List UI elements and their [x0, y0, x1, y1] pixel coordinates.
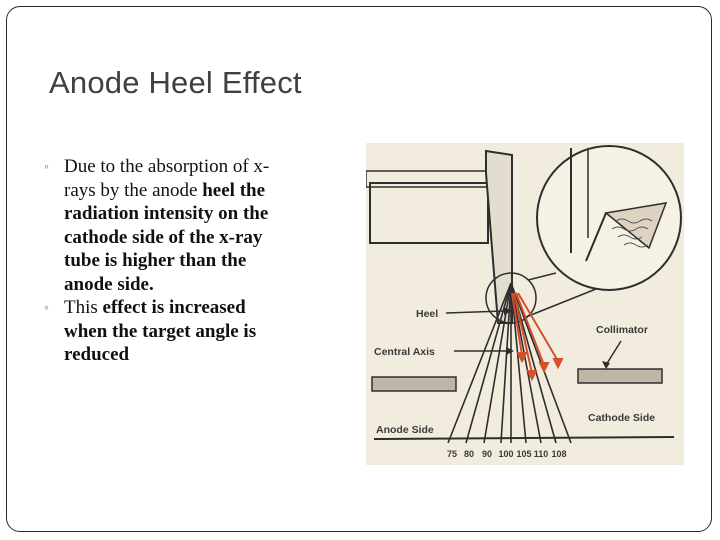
- label-cathode-side: Cathode Side: [588, 412, 656, 424]
- collimator-pointer-head: [602, 361, 610, 369]
- bullet-marker-icon: ◦: [44, 160, 49, 175]
- tube-housing-top: [366, 171, 488, 187]
- intensity-value: 105: [516, 449, 532, 459]
- bullet-item: [42, 296, 274, 367]
- intensity-scale: [447, 449, 567, 459]
- heel-pointer: [446, 311, 504, 313]
- bullet-lead-text: Due to the absorption of x-rays by the anode: [64, 156, 270, 201]
- bullet-list: [42, 155, 274, 367]
- slide-title: Anode Heel Effect: [49, 65, 302, 100]
- label-collimator: Collimator: [596, 324, 648, 336]
- zoom-connector: [526, 289, 596, 317]
- image-receptor-line: [374, 437, 674, 439]
- zoom-connector: [528, 273, 556, 280]
- central-axis-pointer-head: [506, 347, 514, 355]
- intensity-value: 75: [446, 449, 458, 459]
- bullet-text: heel the radiation intensity on the cathode side of the x-ray tube is higher than the anode side.: [64, 179, 269, 295]
- label-heel: Heel: [416, 308, 439, 320]
- intensity-value: 80: [463, 449, 475, 459]
- bullet-text: effect is increased when the target angle is reduced: [64, 297, 257, 365]
- intensity-value: 90: [481, 449, 493, 459]
- intensity-value: 108: [551, 449, 567, 459]
- bullet-marker-icon: ◦: [44, 301, 49, 316]
- collimator-right: [578, 369, 662, 383]
- bullet-lead-text: This: [64, 297, 98, 318]
- anode-heel-diagram: [366, 143, 684, 465]
- bullet-item: [42, 155, 274, 296]
- intensity-value: 100: [498, 449, 514, 459]
- label-anode-side: Anode Side: [376, 424, 434, 436]
- collimator-left: [372, 377, 456, 391]
- label-central-axis: Central Axis: [374, 346, 435, 358]
- collimator-pointer: [606, 341, 621, 365]
- tube-housing: [370, 183, 488, 243]
- intensity-value: 110: [533, 449, 549, 459]
- diagram-svg: [366, 143, 684, 465]
